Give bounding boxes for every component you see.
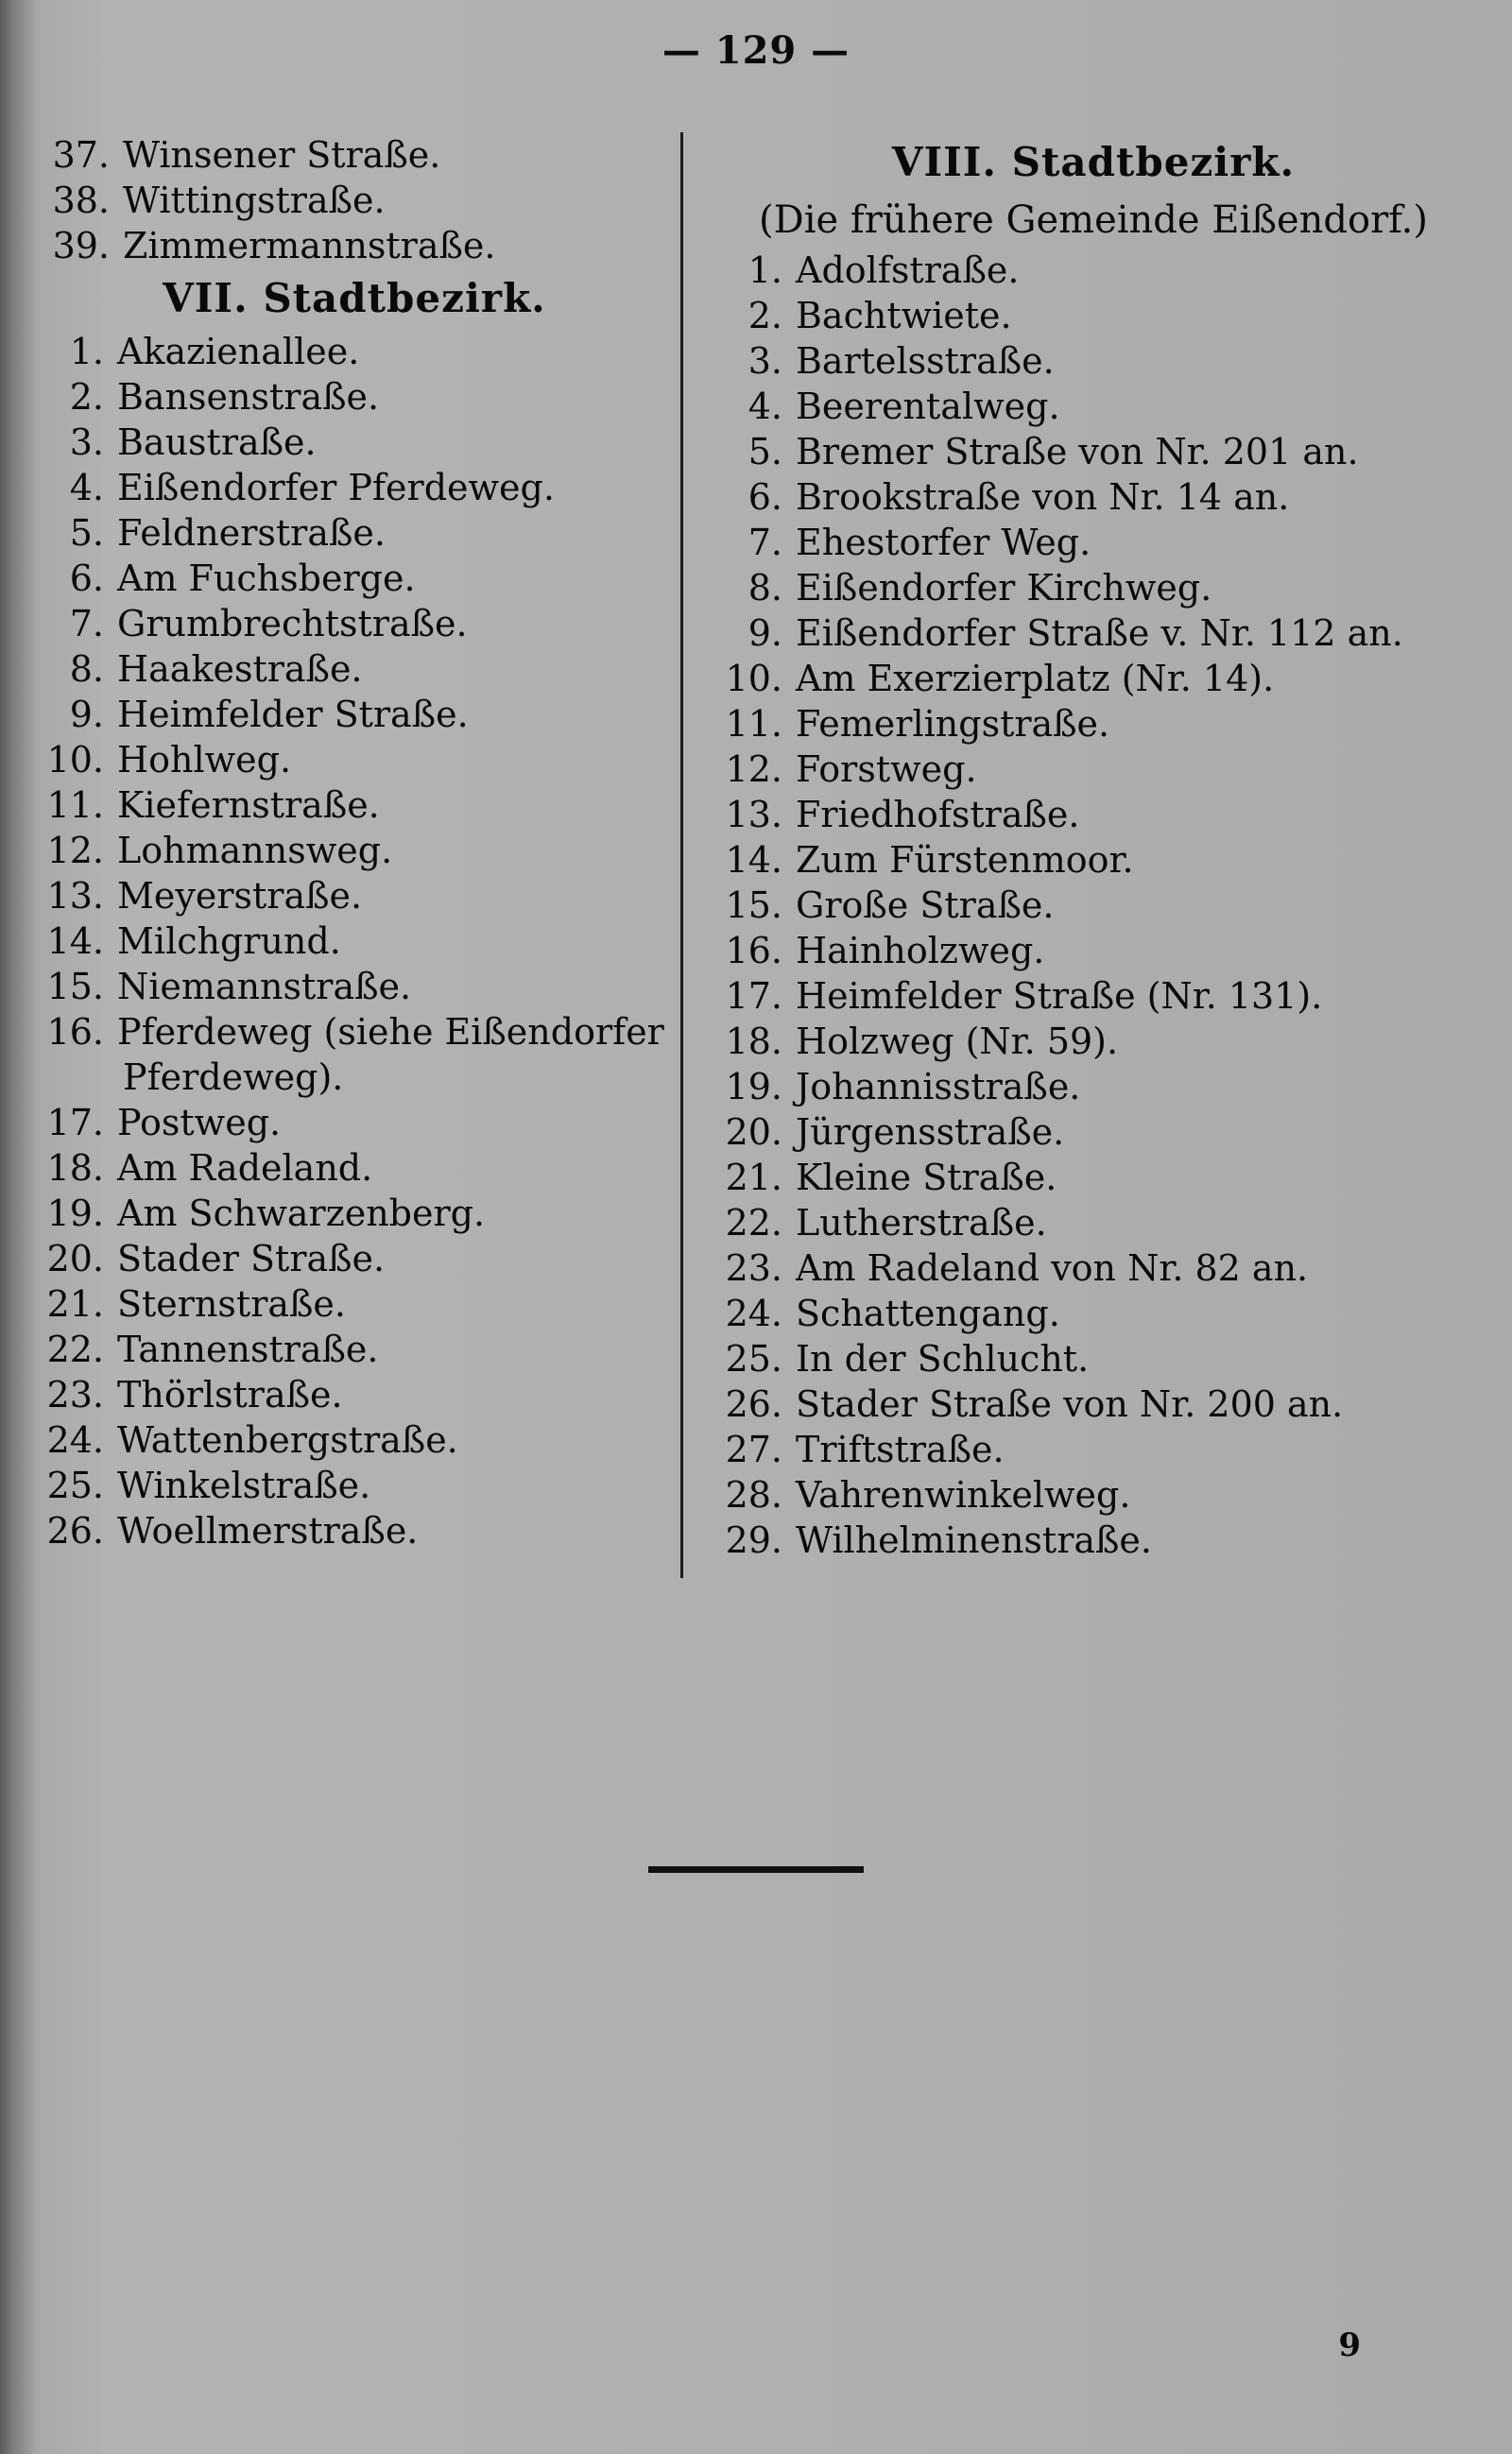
item-number: 16.	[46, 1011, 104, 1053]
list-item	[28, 1055, 680, 1100]
list-item	[701, 1200, 1486, 1245]
section-viii-list	[701, 248, 1486, 1563]
item-text: Heimfelder Straße.	[117, 694, 469, 735]
list-item	[701, 746, 1486, 792]
closing-rule	[648, 1866, 864, 1873]
item-number: 11.	[46, 784, 104, 826]
item-number: 2.	[747, 295, 782, 336]
list-item	[28, 828, 680, 873]
list-item	[28, 1100, 680, 1145]
item-number: 18.	[725, 1021, 782, 1062]
list-item	[701, 883, 1486, 928]
item-text: Am Radeland von Nr. 82 an.	[796, 1247, 1309, 1289]
item-number: 11.	[725, 703, 782, 745]
list-item	[28, 1191, 680, 1236]
item-number: 26.	[46, 1510, 104, 1552]
item-text: Lutherstraße.	[796, 1202, 1047, 1244]
list-item	[701, 1518, 1486, 1563]
item-text: Haakestraße.	[117, 648, 363, 690]
list-item	[28, 1463, 680, 1508]
list-item	[28, 1372, 680, 1417]
list-item	[701, 1109, 1486, 1155]
item-text: Wittingstraße.	[123, 180, 386, 221]
item-number: 3.	[69, 421, 104, 463]
item-text: Zum Fürstenmoor.	[796, 839, 1134, 881]
item-number: 1.	[69, 331, 104, 372]
item-text: Am Fuchsberge.	[117, 558, 416, 599]
list-item	[28, 178, 680, 223]
item-text: Woellmerstraße.	[117, 1510, 419, 1552]
item-number: 13.	[725, 794, 782, 835]
item-text: Hainholzweg.	[796, 930, 1045, 971]
item-number: 24.	[725, 1293, 782, 1334]
item-number: 6.	[747, 476, 782, 518]
item-text: Grumbrechtstraße.	[117, 603, 468, 644]
list-item	[28, 556, 680, 601]
list-item	[28, 601, 680, 646]
item-text: Heimfelder Straße (Nr. 131).	[796, 975, 1323, 1017]
item-text: Eißendorfer Straße v. Nr. 112 an.	[796, 612, 1403, 654]
item-number: 23.	[725, 1247, 782, 1289]
item-text: Brookstraße von Nr. 14 an.	[796, 476, 1290, 518]
list-item	[28, 646, 680, 692]
item-text: Große Straße.	[796, 884, 1055, 926]
item-text: Vahrenwinkelweg.	[796, 1474, 1131, 1516]
list-item	[28, 420, 680, 465]
list-item	[28, 1508, 680, 1553]
item-number: 22.	[725, 1202, 782, 1244]
list-item	[701, 656, 1486, 701]
list-item	[28, 737, 680, 782]
item-text: Johannisstraße.	[796, 1066, 1081, 1107]
item-text: Sternstraße.	[117, 1283, 346, 1325]
item-number: 4.	[69, 467, 104, 508]
item-text: Am Exerzierplatz (Nr. 14).	[796, 658, 1275, 699]
list-item	[701, 973, 1486, 1019]
list-item	[28, 132, 680, 178]
list-item	[28, 1417, 680, 1463]
item-text: Kleine Straße.	[796, 1157, 1057, 1198]
item-number: 7.	[747, 522, 782, 563]
list-item	[701, 1291, 1486, 1336]
page-number: — 129 —	[662, 28, 850, 73]
item-number: 27.	[725, 1429, 782, 1470]
item-text: Kiefernstraße.	[117, 784, 380, 826]
item-text: Lohmannsweg.	[117, 830, 393, 871]
item-number: 14.	[725, 839, 782, 881]
list-item	[701, 928, 1486, 973]
item-number: 12.	[725, 748, 782, 790]
item-number: 39.	[52, 225, 110, 266]
item-text: Bremer Straße von Nr. 201 an.	[796, 431, 1359, 472]
item-number: 25.	[46, 1465, 104, 1506]
column-divider	[680, 132, 683, 1578]
item-text: Niemannstraße.	[117, 966, 412, 1007]
section-viii-subtitle: (Die frühere Gemeinde Eißendorf.)	[759, 198, 1428, 242]
item-number: 19.	[725, 1066, 782, 1107]
list-item	[28, 510, 680, 556]
section-vii-title: VII. Stadtbezirk.	[163, 275, 546, 321]
item-text: Triftstraße.	[796, 1429, 1005, 1470]
item-number: 1.	[747, 249, 782, 291]
list-item	[701, 1064, 1486, 1109]
item-text: Ehestorfer Weg.	[796, 522, 1091, 563]
item-text: Holzweg (Nr. 59).	[796, 1021, 1119, 1062]
item-number: 12.	[46, 830, 104, 871]
item-text: Pferdeweg (siehe Eißendorfer	[117, 1011, 664, 1053]
list-item	[701, 610, 1486, 656]
item-number: 5.	[747, 431, 782, 472]
list-item	[28, 1281, 680, 1327]
item-text: Stader Straße.	[117, 1238, 386, 1279]
item-text: In der Schlucht.	[796, 1338, 1090, 1380]
item-number: 15.	[725, 884, 782, 926]
list-item	[701, 520, 1486, 565]
list-item	[701, 474, 1486, 520]
list-item	[701, 1245, 1486, 1291]
list-item	[28, 964, 680, 1009]
list-item	[28, 223, 680, 268]
item-number: 14.	[46, 920, 104, 962]
item-number: 22.	[46, 1329, 104, 1370]
item-number: 7.	[69, 603, 104, 644]
item-number: 23.	[46, 1374, 104, 1416]
item-text: Thörlstraße.	[117, 1374, 343, 1416]
list-item	[701, 701, 1486, 746]
item-number: 3.	[747, 340, 782, 382]
list-item	[701, 1155, 1486, 1200]
item-text: Winsener Straße.	[123, 134, 441, 176]
item-number: 4.	[747, 386, 782, 427]
item-text: Wilhelminenstraße.	[796, 1519, 1152, 1561]
list-item	[701, 792, 1486, 837]
item-number: 19.	[46, 1193, 104, 1234]
list-item	[701, 429, 1486, 474]
item-number: 10.	[725, 658, 782, 699]
list-item	[701, 1336, 1486, 1381]
list-item	[28, 873, 680, 918]
item-number: 6.	[69, 558, 104, 599]
item-number: 20.	[46, 1238, 104, 1279]
item-number: 26.	[725, 1383, 782, 1425]
item-text: Stader Straße von Nr. 200 an.	[796, 1383, 1344, 1425]
item-text: Feldnerstraße.	[117, 512, 386, 554]
item-text: Femerlingstraße.	[796, 703, 1110, 745]
signature-mark: 9	[1338, 2326, 1361, 2364]
item-number: 9.	[747, 612, 782, 654]
item-text: Akazienallee.	[117, 331, 360, 372]
item-text: Pferdeweg).	[123, 1056, 344, 1098]
list-item	[28, 918, 680, 964]
item-text: Forstweg.	[796, 748, 977, 790]
list-item	[701, 1427, 1486, 1472]
item-number: 25.	[725, 1338, 782, 1380]
item-text: Eißendorfer Pferdeweg.	[117, 467, 555, 508]
item-text: Winkelstraße.	[117, 1465, 371, 1506]
list-item	[28, 692, 680, 737]
item-text: Adolfstraße.	[796, 249, 1020, 291]
list-item	[28, 329, 680, 374]
item-number: 9.	[69, 694, 104, 735]
list-item	[701, 338, 1486, 384]
list-item	[701, 293, 1486, 338]
item-number: 29.	[725, 1519, 782, 1561]
item-text: Bachtwiete.	[796, 295, 1012, 336]
item-number: 28.	[725, 1474, 782, 1516]
item-text: Zimmermannstraße.	[123, 225, 496, 266]
list-item	[701, 837, 1486, 883]
item-text: Beerentalweg.	[796, 386, 1060, 427]
item-text: Milchgrund.	[117, 920, 341, 962]
list-item	[701, 1019, 1486, 1064]
item-text: Jürgensstraße.	[796, 1111, 1065, 1153]
list-item	[28, 1236, 680, 1281]
item-text: Hohlweg.	[117, 739, 292, 781]
left-top-list	[28, 132, 680, 268]
item-text: Tannenstraße.	[117, 1329, 379, 1370]
list-item	[28, 782, 680, 828]
item-text: Meyerstraße.	[117, 875, 363, 917]
item-text: Baustraße.	[117, 421, 317, 463]
item-text: Eißendorfer Kirchweg.	[796, 567, 1212, 609]
item-number: 20.	[725, 1111, 782, 1153]
list-item	[28, 1145, 680, 1191]
item-number: 21.	[725, 1157, 782, 1198]
item-text: Am Radeland.	[117, 1147, 373, 1189]
list-item	[28, 1327, 680, 1372]
list-item	[701, 248, 1486, 293]
item-number: 2.	[69, 376, 104, 418]
item-number: 17.	[725, 975, 782, 1017]
item-number: 8.	[747, 567, 782, 609]
section-vii-list	[28, 329, 680, 1553]
item-number: 17.	[46, 1102, 104, 1143]
list-item	[701, 1472, 1486, 1518]
left-column	[28, 132, 680, 1553]
list-item	[701, 1381, 1486, 1427]
item-number: 13.	[46, 875, 104, 917]
item-number: 15.	[46, 966, 104, 1007]
item-text: Friedhofstraße.	[796, 794, 1080, 835]
section-viii-title: VIII. Stadtbezirk.	[891, 139, 1296, 185]
item-number: 18.	[46, 1147, 104, 1189]
item-number: 38.	[52, 180, 110, 221]
item-number: 21.	[46, 1283, 104, 1325]
item-text: Schattengang.	[796, 1293, 1060, 1334]
item-text: Wattenbergstraße.	[117, 1419, 458, 1461]
item-number: 16.	[725, 930, 782, 971]
item-number: 5.	[69, 512, 104, 554]
item-text: Bansenstraße.	[117, 376, 380, 418]
right-column	[701, 132, 1486, 1563]
item-text: Postweg.	[117, 1102, 282, 1143]
list-item	[28, 1009, 680, 1055]
item-number: 10.	[46, 739, 104, 781]
item-number: 37.	[52, 134, 110, 176]
item-number: 24.	[46, 1419, 104, 1461]
item-text: Am Schwarzenberg.	[117, 1193, 486, 1234]
list-item	[701, 384, 1486, 429]
list-item	[28, 374, 680, 420]
item-text: Bartelsstraße.	[796, 340, 1055, 382]
list-item	[701, 565, 1486, 610]
item-number: 8.	[69, 648, 104, 690]
list-item	[28, 465, 680, 510]
